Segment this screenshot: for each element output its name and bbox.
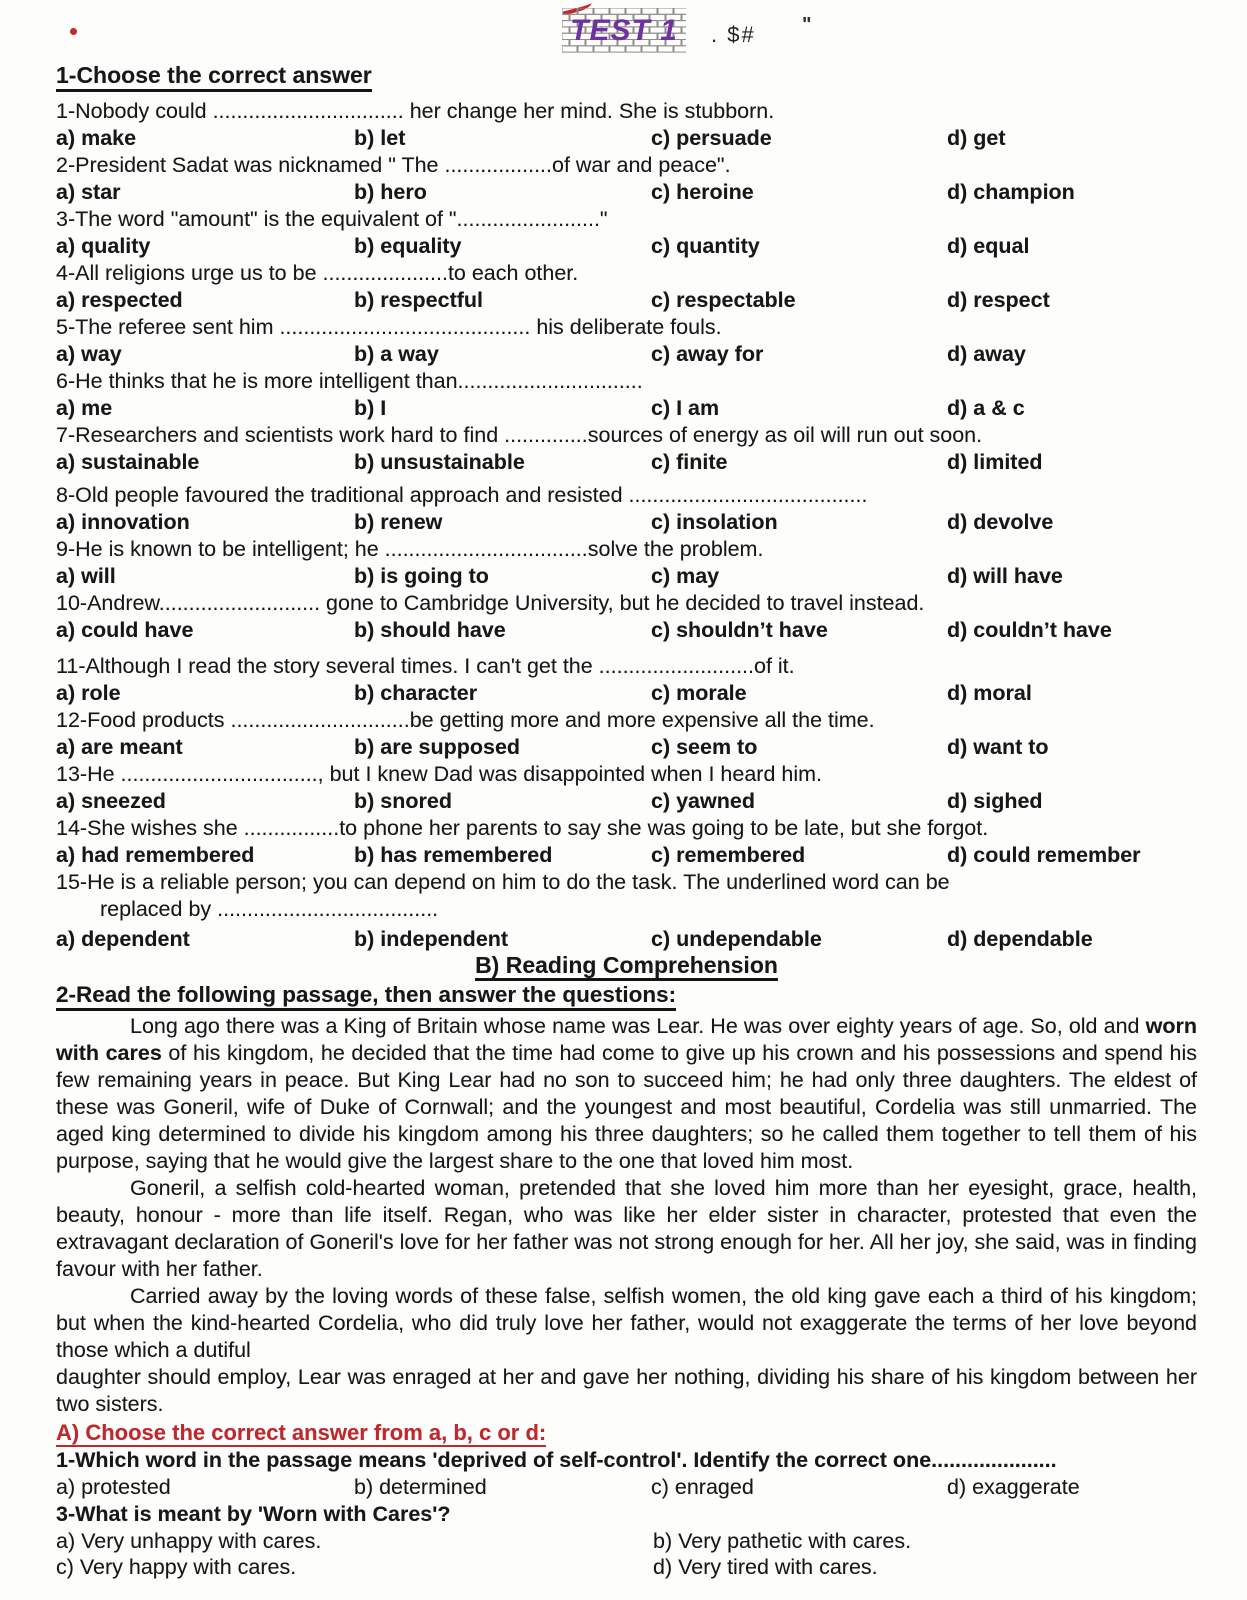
options-row (56, 449, 1197, 476)
option-c[interactable]: c) may (651, 564, 720, 588)
option-d[interactable]: d) moral (947, 681, 1032, 705)
question-stem: 12-Food products ..............................be getting more and more expensive all the time. (56, 708, 875, 732)
option-a[interactable]: a) make (56, 126, 137, 150)
question-stem: 6-He thinks that he is more intelligent than............................... (56, 369, 643, 393)
option-a[interactable]: a) respected (56, 288, 183, 312)
question (56, 260, 1197, 314)
option-d[interactable]: d) dependable (947, 927, 1093, 951)
option-c[interactable]: c) quantity (651, 234, 760, 258)
option-b[interactable]: b) respectful (354, 288, 484, 312)
question (56, 482, 1197, 536)
question-stem: 4-All religions urge us to be .....................to each other. (56, 261, 579, 285)
part-a-heading: A) Choose the correct answer from a, b, c or d: (56, 1420, 547, 1445)
option-c[interactable]: c) yawned (651, 789, 755, 813)
reading-question-1 (56, 1447, 1197, 1501)
passage-paragraph-3: Carried away by the loving words of these false, selfish women, the old king gave each a third of his kingdom; but when the kind-hearted Cordelia, who did truly love her father, would not exaggerate the terms of her love beyond those which a dutiful (56, 1284, 1197, 1362)
option-a[interactable]: a) quality (56, 234, 151, 258)
question-stem: 3-What is meant by 'Worn with Cares'? (56, 1502, 451, 1526)
options-row (56, 125, 1197, 152)
option-b[interactable]: b) has remembered (354, 843, 553, 867)
option-a[interactable]: a) sustainable (56, 450, 200, 474)
options-row (56, 842, 1197, 869)
option-b[interactable]: b) hero (354, 180, 427, 204)
option-b[interactable]: b) I (354, 396, 387, 420)
question-stem: 13-He ................................., but I knew Dad was disappointed when I heard him. (56, 762, 823, 786)
option-c[interactable]: c) I am (651, 396, 720, 420)
option-d[interactable]: d) Very tired with cares. (653, 1555, 878, 1579)
options-row (56, 563, 1197, 590)
question (56, 368, 1197, 422)
option-c[interactable]: c) insolation (651, 510, 778, 534)
option-c[interactable]: c) Very happy with cares. (56, 1555, 297, 1579)
question-stem: 11-Although I read the story several times. I can't get the ..........................of it. (56, 654, 795, 678)
passage-text: of his kingdom, he decided that the time had come to give up his crown and his possessions and spend his few remaining years in peace. But King Lear had no son to succeed him; he had only three daughters. The eldest of these was Goneril, wife of Duke of Cornwall; and the youngest and most beautiful, Cordelia was still unmarried. The aged king determined to divide his kingdom among his three daughters; so he called them together to tell them of his purpose, saying that he would give the largest share to the one that loved him most. (56, 1041, 1197, 1173)
option-d[interactable]: d) equal (947, 234, 1030, 258)
test-title: TEST 1 (570, 13, 678, 47)
question-stem: 3-The word "amount" is the equivalent of "........................" (56, 207, 608, 231)
option-a[interactable]: a) Very unhappy with cares. (56, 1529, 322, 1553)
question-stem: 15-He is a reliable person; you can depend on him to do the task. The underlined word can be (56, 870, 950, 894)
options-row (56, 395, 1197, 422)
options-row (56, 680, 1197, 707)
option-a[interactable]: a) will (56, 564, 116, 588)
option-d[interactable]: d) devolve (947, 510, 1054, 534)
option-b[interactable]: b) snored (354, 789, 452, 813)
option-b[interactable]: b) are supposed (354, 735, 521, 759)
option-a[interactable]: a) me (56, 396, 113, 420)
options-row (56, 509, 1197, 536)
question-stem: 7-Researchers and scientists work hard to find ..............sources of energy as oil will run out soon. (56, 423, 983, 447)
question-list (56, 98, 1197, 953)
scan-artifact-quote: " (802, 14, 812, 36)
options-row (56, 179, 1197, 206)
option-a[interactable]: a) sneezed (56, 789, 166, 813)
question (56, 707, 1197, 761)
option-d[interactable]: d) sighed (947, 789, 1043, 813)
option-d[interactable]: d) respect (947, 288, 1050, 312)
option-d[interactable]: d) get (947, 126, 1006, 150)
option-d[interactable]: d) champion (947, 180, 1075, 204)
option-b[interactable]: b) should have (354, 618, 506, 642)
option-c[interactable]: c) seem to (651, 735, 758, 759)
question (56, 422, 1197, 476)
red-dot-mark (70, 28, 77, 35)
option-a[interactable]: a) dependent (56, 927, 190, 951)
option-d[interactable]: d) could remember (947, 843, 1141, 867)
option-b[interactable]: b) character (354, 681, 478, 705)
options-row (56, 617, 1197, 644)
passage-paragraph-4: daughter should employ, Lear was enraged at her and gave her nothing, dividing his share of his kingdom between her two sisters. (56, 1365, 1197, 1416)
option-c[interactable]: c) away for (651, 342, 764, 366)
option-c[interactable]: c) enraged (651, 1475, 754, 1499)
option-a[interactable]: a) had remembered (56, 843, 255, 867)
option-c[interactable]: c) shouldn’t have (651, 618, 828, 642)
question (56, 536, 1197, 590)
page-header (56, 6, 1197, 58)
option-d[interactable]: d) couldn’t have (947, 618, 1112, 642)
option-b[interactable]: b) Very pathetic with cares. (653, 1529, 912, 1553)
option-b[interactable]: b) a way (354, 342, 439, 366)
question (56, 869, 1197, 953)
reading-comprehension-heading: B) Reading Comprehension (475, 953, 778, 981)
option-a[interactable]: a) innovation (56, 510, 190, 534)
reading-comprehension-header-row (56, 953, 1197, 982)
question (56, 590, 1197, 644)
passage-bold-phrase: worn with cares (56, 1014, 1197, 1065)
question-stem: 9-He is known to be intelligent; he ..................................solve the problem. (56, 537, 764, 561)
option-b[interactable]: b) determined (354, 1475, 487, 1499)
question-stem-continued: replaced by ..................................... (100, 897, 439, 921)
option-a[interactable]: a) way (56, 342, 122, 366)
reading-instruction: 2-Read the following passage, then answer the questions: (56, 982, 676, 1011)
option-b[interactable]: b) renew (354, 510, 443, 534)
option-c[interactable]: c) finite (651, 450, 728, 474)
question-stem: 5-The referee sent him .......................................... his deliberate fouls. (56, 315, 722, 339)
reading-passage (56, 1013, 1197, 1418)
question (56, 761, 1197, 815)
section-choose-answer (56, 58, 1197, 953)
question-stem: 1-Nobody could ................................ her change her mind. She is stubborn. (56, 99, 775, 123)
scan-artifact-text: . $# (711, 22, 756, 47)
question (56, 152, 1197, 206)
option-c[interactable]: c) undependable (651, 927, 822, 951)
reading-question-3 (56, 1501, 1197, 1580)
options-row (56, 926, 1197, 953)
question-stem: 2-President Sadat was nicknamed " The ..................of war and peace". (56, 153, 731, 177)
options-row (56, 341, 1197, 368)
option-b[interactable]: b) is going to (354, 564, 489, 588)
passage-paragraph-1 (56, 1013, 1197, 1175)
option-c[interactable]: c) persuade (651, 126, 772, 150)
option-d[interactable]: d) want to (947, 735, 1049, 759)
option-c[interactable]: c) respectable (651, 288, 796, 312)
question (56, 653, 1197, 707)
option-d[interactable]: d) a & c (947, 396, 1025, 420)
option-b[interactable]: b) equality (354, 234, 462, 258)
option-d[interactable]: d) will have (947, 564, 1063, 588)
option-a[interactable]: a) protested (56, 1475, 171, 1499)
part-a-heading-row (56, 1418, 1197, 1447)
option-a[interactable]: a) could have (56, 618, 194, 642)
question (56, 98, 1197, 152)
options-grid (56, 1528, 1197, 1580)
reading-instruction-row (56, 982, 1197, 1013)
option-a[interactable]: a) role (56, 681, 121, 705)
question-stem: 8-Old people favoured the traditional approach and resisted ........................................ (56, 483, 868, 507)
option-a[interactable]: a) are meant (56, 735, 183, 759)
question (56, 206, 1197, 260)
test-title-block (562, 8, 686, 53)
options-row (56, 788, 1197, 815)
option-d[interactable]: d) limited (947, 450, 1043, 474)
option-b[interactable]: b) unsustainable (354, 450, 525, 474)
question-stem: 14-She wishes she ................to phone her parents to say she was going to be late, but she forgot. (56, 816, 989, 840)
question (56, 314, 1197, 368)
option-b[interactable]: b) let (354, 126, 406, 150)
options-row (56, 287, 1197, 314)
options-row (56, 233, 1197, 260)
option-d[interactable]: d) exaggerate (947, 1475, 1080, 1499)
question-stem: 10-Andrew........................... gone to Cambridge University, but he decided to travel instead. (56, 591, 925, 615)
passage-text: Long ago there was a King of Britain whose name was Lear. He was over eighty years of age. So, old and (130, 1014, 1146, 1038)
options-row (56, 1474, 1197, 1501)
option-c[interactable]: c) morale (651, 681, 747, 705)
option-d[interactable]: d) away (947, 342, 1026, 366)
option-a[interactable]: a) star (56, 180, 121, 204)
option-c[interactable]: c) heroine (651, 180, 754, 204)
passage-paragraph-2: Goneril, a selfish cold-hearted woman, pretended that she loved him more than her eyesight, grace, health, beauty, honour - more than life itself. Regan, who was like her elder sister in character, protested that even the extravagant declaration of Goneril's love for her father was not strong enough for her. All her joy, she said, was in finding favour with her father. (56, 1176, 1197, 1281)
option-b[interactable]: b) independent (354, 927, 509, 951)
question-stem: 1-Which word in the passage means 'deprived of self-control'. Identify the correct one..................... (56, 1448, 1057, 1472)
option-c[interactable]: c) remembered (651, 843, 806, 867)
question (56, 815, 1197, 869)
section-a-heading: 1-Choose the correct answer (56, 62, 372, 92)
options-row (56, 734, 1197, 761)
